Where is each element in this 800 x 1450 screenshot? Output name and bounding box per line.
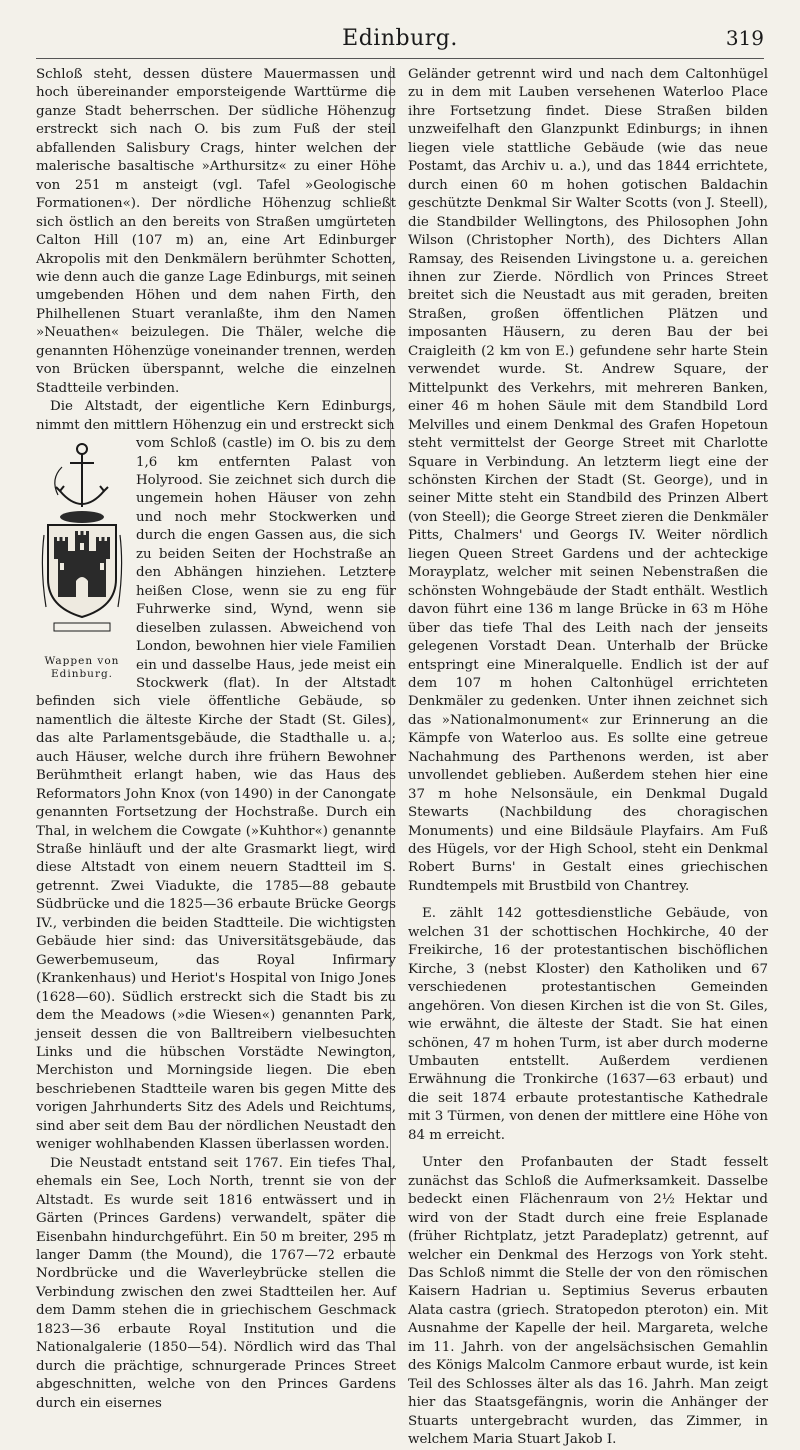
- running-head-title: Edinburg.: [342, 26, 458, 51]
- page-header: [36, 22, 764, 59]
- page-number: 319: [725, 26, 764, 50]
- paragraph-altstadt-intro: Die Altstadt, der eigentliche Kern Edinburgs, nimmt den mittlern Höhenzug ein und erstreckt sich: [36, 399, 396, 433]
- coat-of-arms-image: [40, 439, 124, 649]
- paragraph-neustadt: Die Neustadt entstand seit 1767. Ein tiefes Thal, ehemals ein See, Loch North, trennt sie von der Altstadt. Es wurde seit 1816 entwässert und in Gärten (Princes Gardens) verwandelt, später die Eisenbahn hindurchgeführt. Ein 50 m breiter, 295 m langer Damm (the Mound), die 1767—72 erbaute Nordbrücke und die Waverleybrücke stellen die Verbindung zwischen den zwei Stadtteilen her. Auf dem Damm stehen die in griechischem Geschmack 1823—36 erbaute Royal Institution und die Nationalgalerie (1850—54). Nördlich wird das Thal durch die prächtige, schnurgerade Princes Street abgeschnitten, welche von den Princes Gardens durch ein eisernes: [36, 1155, 396, 1411]
- paragraph-altstadt: vom Schloß (castle) im O. bis zu dem 1,6 km entfernten Palast von Holyrood. Sie zeichnet sich durch die ungemein hohen Häuser von zehn und noch mehr Stockwerken und durch die engen Gassen aus, die sich zu beiden Seiten der Hochstraße an den Abhängen hinziehen. Letztere heißen Close, wenn sie zu eng für Fuhrwerke sind, Wynd, wenn sie dieselben zulassen. Abweichend von London, bewohnen hier viele Familien ein und dasselbe Haus, jede meist ein Stockwerk (flat). In der Altstadt befinden sich viele öffentliche Gebäude, so namentlich die älteste Kirche der Stadt (St. Giles), das alte Parlamentsgebäude, die Stadthalle u. a.; auch Häuser, welche durch ihre frühern Bewohner Berühmtheit erlangt haben, wie das Haus des Reformators John Knox (von 1490) in der Canongate genannten Fortsetzung der Hochstraße. Durch ein Thal, in welchem die Cowgate (»Kuhthor«) genannte Straße hinläuft und der alte Grasmarkt liegt, wird diese Altstadt von einem neuern Stadtteil im S. getrennt. Zwei Viadukte, die 1785—88 gebaute Südbrücke und die 1825—36 erbaute Brücke Georgs IV., verbinden die beiden Stadtteile. Die wichtigsten Gebäude hier sind: das Universitätsgebäude, das Gewerbemuseum, das Royal Infirmary (Krankenhaus) und Heriot's Hospital von Inigo Jones (1628—60). Südlich erstreckt sich die Stadt bis zu dem the Meadows (»die Wiesen«) genannten Park, jenseit dessen die von Balltreibern vielbesuchten Links und die hübschen Vorstädte Newington, Merchiston und Morningside liegen. Die eben beschriebenen Stadtteile waren bis gegen Mitte des vorigen Jahrhunderts Sitz des Adels und Reichtums, sind aber seit dem Bau der nördlichen Neustadt den weniger wohlhabenden Klassen überlassen worden.: [36, 436, 396, 1153]
- left-column: [36, 66, 396, 1413]
- paragraph-castle: Unter den Profanbauten der Stadt fesselt zunächst das Schloß die Aufmerksamkeit. Dasselbe bedeckt einen Flächenraum von 2½ Hektar und wird von der Stadt durch eine freie Esplanade (früher Richtplatz, jetzt Paradeplatz) getrennt, auf welcher ein Denkmal des Herzogs von York steht. Das Schloß nimmt die Stelle der von den römischen Kaisern Hadrian u. Septimius Severus erbauten Alata castra (griech. Stratopedon pteroton) ein. Mit Ausnahme der Kapelle der heil. Margareta, welche im 11. Jahrh. von der angelsächsischen Gemahlin des Königs Malcolm Canmore erbaut wurde, ist kein Teil des Schlosses älter als das 16. Jahrh. Man zeigt hier das Staatsgefängnis, worin die Anhänger der Stuarts untergebracht wurden, das Zimmer, in welchem Maria Stuart Jakob I.: [408, 1155, 768, 1448]
- figure-caption: Wappen von Edinburg.: [44, 655, 120, 681]
- paragraph-hills: Schloß steht, dessen düstere Mauermassen und hoch übereinander emporsteigende Warttürme die ganze Stadt beherrschen. Der südliche Höhenzug erstreckt sich nach O. bis zum Fuß der steil abfallenden Salisbury Crags, hinter welchen der malerische basaltische »Arthursitz« zu einer Höhe von 251 m ansteigt (vgl. Tafel »Geologische Formationen«). Der nördliche Höhenzug schließt sich östlich an den bereits von Straßen umgürteten Calton Hill (107 m) an, eine Art Edinburger Akropolis mit den Denkmälern berühmter Schotten, wie denn auch die ganze Lage Edinburgs, mit seinen umgebenden Höhen und dem nahen Firth, den Philhellenen Stuart veranlaßte, ihm den Namen »Neuathen« beizulegen. Die Thäler, welche die genannten Höhenzüge voneinander trennen, werden von Brücken überspannt, welche die einzelnen Stadtteile verbinden.: [36, 67, 396, 396]
- paragraph-churches: E. zählt 142 gottesdienstliche Gebäude, von welchen 31 der schottischen Hochkirche, 40 der Freikirche, 16 der protestantischen bischöflichen Kirche, 3 (nebst Kloster) den Katholiken und 67 verschiedenen protestantischen Gemeinden angehören. Von diesen Kirchen ist die von St. Giles, wie erwähnt, die älteste der Stadt. Sie hat einen schönen, 47 m hohen Turm, ist aber durch moderne Umbauten entstellt. Außerdem verdienen Erwähnung die Tronkirche (1637—63 erbaut) und die seit 1874 erbaute protestantische Kathedrale mit 3 Türmen, von denen der mittlere eine Höhe von 84 m erreicht.: [408, 906, 768, 1143]
- coat-of-arms-figure: [36, 439, 128, 681]
- paragraph-gap: [408, 896, 768, 905]
- paragraph-gap: [408, 1145, 768, 1154]
- right-column: [408, 66, 768, 1450]
- paragraph-princes-street: Geländer getrennt wird und nach dem Caltonhügel zu in dem mit Lauben versehenen Waterloo Place ihre Fortsetzung findet. Diese Straßen bilden unzweifelhaft den Glanzpunkt Edinburgs; in ihnen liegen viele stattliche Gebäude (wie das neue Postamt, das Archiv u. a.), und das 1844 errichtete, durch einen 60 m hohen gotischen Baldachin geschützte Denkmal Sir Walter Scotts (von J. Steell), die Standbilder Wellingtons, des Philosophen John Wilson (Christopher North), des Dichters Allan Ramsay, des Reisenden Livingstone u. a. gereichen ihnen zur Zierde. Nördlich von Princes Street breitet sich die Neustadt aus mit geraden, breiten Straßen, großen öffentlichen Plätzen und imposanten Häusern, zu deren Bau der bei Craigleith (2 km von E.) gefundene sehr harte Stein verwendet wurde. St. Andrew Square, der Mittelpunkt des Verkehrs, mit mehreren Banken, einer 46 m hohen Säule mit dem Standbild Lord Melvilles und einem Denkmal des Grafen Hopetoun steht vermittelst der George Street mit Charlotte Square in Verbindung. An letzterm liegt eine der schönsten Kirchen der Stadt (St. George), und in seiner Mitte steht ein Standbild des Prinzen Albert (von Steell); die George Street zieren die Denkmäler Pitts, Chalmers' und Georgs IV. Weiter nördlich liegen Queen Street Gardens und der achteckige Morayplatz, welcher mit seinen Nebenstraßen die schönsten Wohngebäude der Stadt enthält. Westlich davon führt eine 136 m lange Brücke in 63 m Höhe über das tiefe Thal des Leith nach der jenseits gelegenen Vorstadt Dean. Unterhalb der Brücke entspringt eine Mineralquelle. Endlich ist der auf dem 107 m hohen Caltonhügel errichteten Denkmäler zu gedenken. Unter ihnen zeichnet sich das »Nationalmonument« zur Erinnerung an die Kämpfe von Waterloo aus. Es sollte eine getreue Nachahmung des Parthenons werden, ist aber unvollendet geblieben. Außerdem stehen hier eine 37 m hohe Nelsonsäule, ein Denkmal Dugald Stewarts (Nachbildung des choragischen Monuments) und eine Bildsäule Playfairs. Am Fuß des Hügels, vor der High School, steht ein Denkmal Robert Burns' in Gestalt eines griechischen Rundtempels mit Brustbild von Chantrey.: [408, 67, 768, 894]
